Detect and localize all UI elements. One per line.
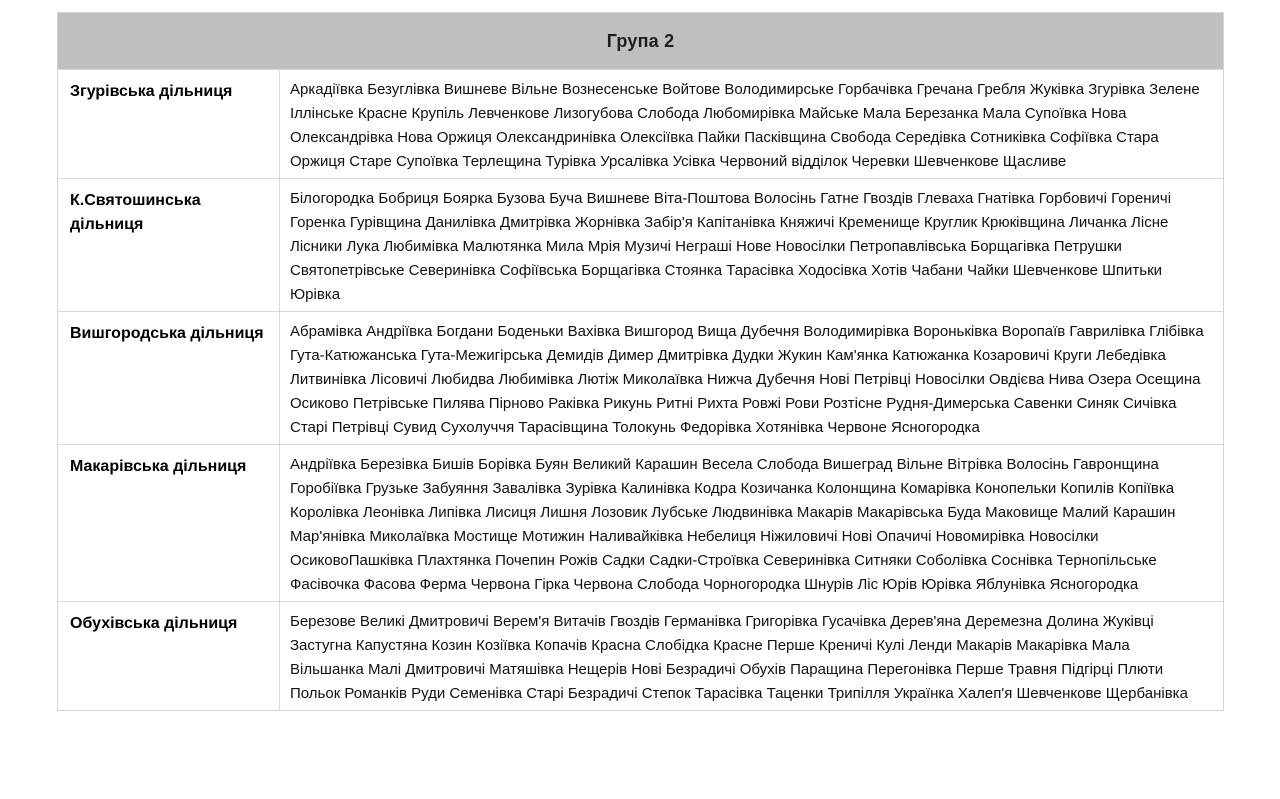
table-row bbox=[58, 601, 1223, 710]
group-2-table bbox=[57, 12, 1224, 711]
table-row bbox=[58, 69, 1223, 178]
table-title: Група 2 bbox=[606, 30, 675, 51]
district-name: Згурівська дільниця bbox=[58, 70, 280, 178]
settlements-list: Андріївка Березівка Бишів Борівка Буян Великий Карашин Весела Слобода Вишеград Вільне Вітрівка Волосінь Гавронщина Горобіївка Грузьке Забуяння Завалівка Зурівка Калинівка Кодра Козичанка Колонщина Комарівка Конопельки Копилів Копіївка Королівка Леонівка Липівка Лисиця Лишня Лозовик Лубське Людвинівка Макарів Макарівська Буда Маковище Малий Карашин Мар'янівка Миколаївка Мостище Мотижин Наливайківка Небелиця Ніжиловичі Нові Опачичі Новомирівка Новосілки ОсиковоПашківка Плахтянка Почепин Рожів Садки Садки-Строївка Северинівка Ситняки Соболівка Соснівка Тернопільське Фасівочка Фасова Ферма Червона Гірка Червона Слобода Чорногородка Шнурів Ліс Юрів Юрівка Яблунівка Ясногородка bbox=[290, 456, 1176, 593]
settlements-list: Березове Великі Дмитровичі Верем'я Витачів Гвоздів Германівка Григорівка Гусачівка Дерев'яна Деремезна Долина Жуківці Застугна Капустяна Козин Козіївка Копачів Красна Слобідка Красне Перше Креничі Кулі Ленди Макарів Макарівка Мала Вільшанка Малі Дмитровичі Матяшівка Нещерів Нові Безрадичі Обухів Паращина Перегонівка Перше Травня Підгірці Плюти Польок Романків Руди Семенівка Старі Безрадичі Степок Тарасівка Таценки Трипілля Українка Халеп'я Шевченкове Щербанівка bbox=[290, 613, 1188, 702]
settlements-list: Абрамівка Андріївка Богдани Боденьки Вахівка Вишгород Вища Дубечня Володимирівка Вороньківка Воропаїв Гаврилівка Глібівка Гута-Катюжанська Гута-Межигірська Демидів Димер Дмитрівка Дудки Жукин Кам'янка Катюжанка Козаровичі Круги Лебедівка Литвинівка Лісовичі Любидва Любимівка Лютіж Миколаївка Нижча Дубечня Нові Петрівці Новосілки Овдієва Нива Озера Осещина Осиково Петрівське Пилява Пірново Раківка Рикунь Ритні Рихта Ровжі Рови Розтісне Рудня-Димерська Савенки Синяк Сичівка Старі Петрівці Сувид Сухолуччя Тарасівщина Толокунь Федорівка Хотянівка Червоне Ясногородка bbox=[290, 323, 1204, 436]
settlements-list: Аркадіївка Безуглівка Вишневе Вільне Вознесенське Войтове Володимирське Горбачівка Гречана Гребля Жуківка Згурівка Зелене Іллінське Красне Крупіль Левченкове Лизогубова Слобода Любомирівка Майське Мала Березанка Мала Супоївка Нова Олександрівка Нова Оржиця Олександринівка Олексіївка Пайки Пасківщина Свобода Середівка Сотниківка Софіївка Стара Оржиця Старе Супоївка Терлещина Турівка Урсалівка Усівка Червоний відділок Черевки Шевченкове Щасливе bbox=[290, 81, 1200, 170]
table-row bbox=[58, 444, 1223, 601]
district-name: К.Святошинська дільниця bbox=[58, 179, 280, 311]
table-row bbox=[58, 311, 1223, 444]
district-name: Макарівська дільниця bbox=[58, 445, 280, 601]
table-row bbox=[58, 178, 1223, 311]
district-name: Вишгородська дільниця bbox=[58, 312, 280, 444]
settlements-list: Білогородка Бобриця Боярка Бузова Буча Вишневе Віта-Поштова Волосінь Гатне Гвоздів Глеваха Гнатівка Горбовичі Гореничі Горенка Гурівщина Данилівка Дмитрівка Жорнівка Забір'я Капітанівка Княжичі Кременище Круглик Крюківщина Личанка Лісне Лісники Лука Любимівка Малютянка Мила Мрія Музичі Неграші Нове Новосілки Петропавлівська Борщагівка Петрушки Святопетрівське Северинівка Софіївська Борщагівка Стоянка Тарасівка Ходосівка Хотів Чабани Чайки Шевченкове Шпитьки Юрівка bbox=[290, 190, 1172, 303]
district-name: Обухівська дільниця bbox=[58, 602, 280, 710]
table-header bbox=[58, 13, 1223, 69]
